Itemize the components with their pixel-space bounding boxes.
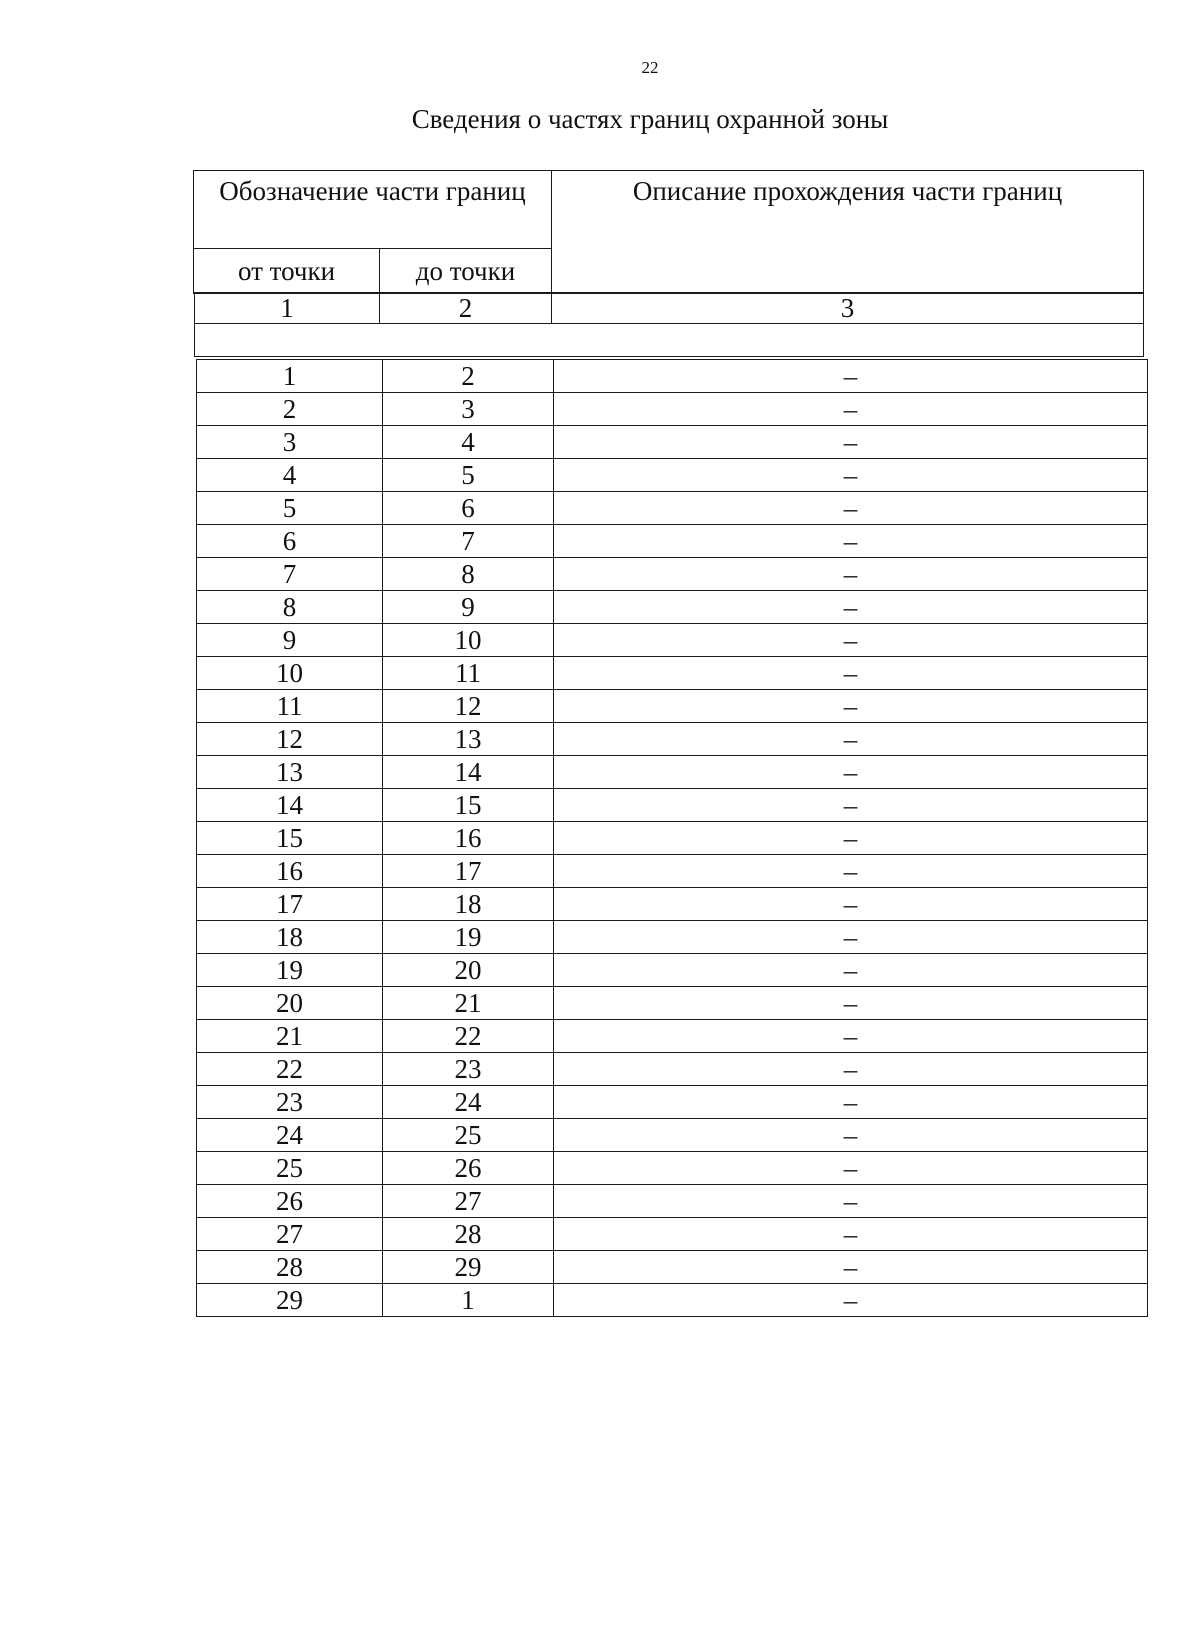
to-point-cell: 3 xyxy=(383,393,554,426)
description-cell: – xyxy=(554,987,1148,1020)
header-from-point: от точки xyxy=(194,249,380,294)
description-cell: – xyxy=(554,624,1148,657)
column-number: 2 xyxy=(380,293,552,324)
to-point-cell: 23 xyxy=(383,1053,554,1086)
table-row xyxy=(197,1284,1148,1317)
to-point-cell: 17 xyxy=(383,855,554,888)
table-row xyxy=(197,492,1148,525)
description-cell: – xyxy=(554,1152,1148,1185)
to-point-cell: 7 xyxy=(383,525,554,558)
table-row xyxy=(197,756,1148,789)
from-point-cell: 4 xyxy=(197,459,383,492)
table-row xyxy=(197,723,1148,756)
table-row xyxy=(197,393,1148,426)
from-point-cell: 3 xyxy=(197,426,383,459)
table-row xyxy=(197,558,1148,591)
to-point-cell: 13 xyxy=(383,723,554,756)
description-cell: – xyxy=(554,1119,1148,1152)
from-point-cell: 6 xyxy=(197,525,383,558)
to-point-cell: 18 xyxy=(383,888,554,921)
table-row xyxy=(197,1218,1148,1251)
table-row xyxy=(197,426,1148,459)
header-boundary-designation: Обозначение части границ xyxy=(194,171,552,249)
to-point-cell: 10 xyxy=(383,624,554,657)
from-point-cell: 15 xyxy=(197,822,383,855)
to-point-cell: 26 xyxy=(383,1152,554,1185)
column-number: 3 xyxy=(552,293,1144,324)
table-row xyxy=(197,1020,1148,1053)
boundary-parts-rows xyxy=(197,360,1148,1317)
from-point-cell: 27 xyxy=(197,1218,383,1251)
from-point-cell: 8 xyxy=(197,591,383,624)
description-cell: – xyxy=(554,822,1148,855)
boundary-parts-table xyxy=(196,359,1148,1317)
to-point-cell: 15 xyxy=(383,789,554,822)
from-point-cell: 17 xyxy=(197,888,383,921)
description-cell: – xyxy=(554,525,1148,558)
description-cell: – xyxy=(554,1284,1148,1317)
table-row xyxy=(197,888,1148,921)
description-cell: – xyxy=(554,1251,1148,1284)
table-row xyxy=(197,1119,1148,1152)
header-to-point: до точки xyxy=(380,249,552,294)
to-point-cell: 12 xyxy=(383,690,554,723)
to-point-cell: 22 xyxy=(383,1020,554,1053)
to-point-cell: 5 xyxy=(383,459,554,492)
description-cell: – xyxy=(554,1218,1148,1251)
table-row xyxy=(197,360,1148,393)
description-cell: – xyxy=(554,459,1148,492)
to-point-cell: 21 xyxy=(383,987,554,1020)
table-row xyxy=(197,1251,1148,1284)
to-point-cell: 6 xyxy=(383,492,554,525)
to-point-cell: 28 xyxy=(383,1218,554,1251)
description-cell: – xyxy=(554,1020,1148,1053)
to-point-cell: 20 xyxy=(383,954,554,987)
to-point-cell: 2 xyxy=(383,360,554,393)
to-point-cell: 27 xyxy=(383,1185,554,1218)
from-point-cell: 16 xyxy=(197,855,383,888)
from-point-cell: 10 xyxy=(197,657,383,690)
table-row xyxy=(197,921,1148,954)
table-row xyxy=(197,1185,1148,1218)
description-cell: – xyxy=(554,888,1148,921)
from-point-cell: 5 xyxy=(197,492,383,525)
description-cell: – xyxy=(554,558,1148,591)
table-row xyxy=(197,657,1148,690)
table-row xyxy=(197,690,1148,723)
column-numbers-table xyxy=(194,292,1144,357)
description-cell: – xyxy=(554,954,1148,987)
from-point-cell: 21 xyxy=(197,1020,383,1053)
page-title: Сведения о частях границ охранной зоны xyxy=(411,104,889,134)
description-cell: – xyxy=(554,591,1148,624)
description-cell: – xyxy=(554,1053,1148,1086)
header-boundary-description: Описание прохождения части границ xyxy=(552,171,1144,294)
description-cell: – xyxy=(554,393,1148,426)
from-point-cell: 19 xyxy=(197,954,383,987)
table-row xyxy=(197,1086,1148,1119)
empty-spacer-row xyxy=(195,324,1144,357)
to-point-cell: 24 xyxy=(383,1086,554,1119)
from-point-cell: 12 xyxy=(197,723,383,756)
from-point-cell: 13 xyxy=(197,756,383,789)
to-point-cell: 25 xyxy=(383,1119,554,1152)
table-row xyxy=(197,789,1148,822)
table-row xyxy=(197,459,1148,492)
description-cell: – xyxy=(554,723,1148,756)
from-point-cell: 22 xyxy=(197,1053,383,1086)
description-cell: – xyxy=(554,855,1148,888)
from-point-cell: 11 xyxy=(197,690,383,723)
from-point-cell: 24 xyxy=(197,1119,383,1152)
table-row xyxy=(197,525,1148,558)
description-cell: – xyxy=(554,1086,1148,1119)
from-point-cell: 9 xyxy=(197,624,383,657)
page-number: 22 xyxy=(641,58,659,77)
table-row xyxy=(197,1053,1148,1086)
description-cell: – xyxy=(554,756,1148,789)
description-cell: – xyxy=(554,657,1148,690)
from-point-cell: 20 xyxy=(197,987,383,1020)
to-point-cell: 19 xyxy=(383,921,554,954)
description-cell: – xyxy=(554,426,1148,459)
boundary-table-header xyxy=(193,170,1144,294)
description-cell: – xyxy=(554,1185,1148,1218)
to-point-cell: 8 xyxy=(383,558,554,591)
to-point-cell: 4 xyxy=(383,426,554,459)
table-row xyxy=(197,591,1148,624)
to-point-cell: 9 xyxy=(383,591,554,624)
from-point-cell: 18 xyxy=(197,921,383,954)
description-cell: – xyxy=(554,690,1148,723)
description-cell: – xyxy=(554,921,1148,954)
table-row xyxy=(197,855,1148,888)
table-row xyxy=(197,1152,1148,1185)
to-point-cell: 14 xyxy=(383,756,554,789)
description-cell: – xyxy=(554,789,1148,822)
from-point-cell: 7 xyxy=(197,558,383,591)
from-point-cell: 29 xyxy=(197,1284,383,1317)
from-point-cell: 2 xyxy=(197,393,383,426)
table-row xyxy=(197,624,1148,657)
from-point-cell: 28 xyxy=(197,1251,383,1284)
from-point-cell: 23 xyxy=(197,1086,383,1119)
to-point-cell: 16 xyxy=(383,822,554,855)
to-point-cell: 29 xyxy=(383,1251,554,1284)
description-cell: – xyxy=(554,492,1148,525)
from-point-cell: 14 xyxy=(197,789,383,822)
table-row xyxy=(197,987,1148,1020)
to-point-cell: 11 xyxy=(383,657,554,690)
from-point-cell: 1 xyxy=(197,360,383,393)
description-cell: – xyxy=(554,360,1148,393)
table-row xyxy=(197,822,1148,855)
table-row xyxy=(197,954,1148,987)
from-point-cell: 25 xyxy=(197,1152,383,1185)
from-point-cell: 26 xyxy=(197,1185,383,1218)
to-point-cell: 1 xyxy=(383,1284,554,1317)
column-number: 1 xyxy=(195,293,380,324)
